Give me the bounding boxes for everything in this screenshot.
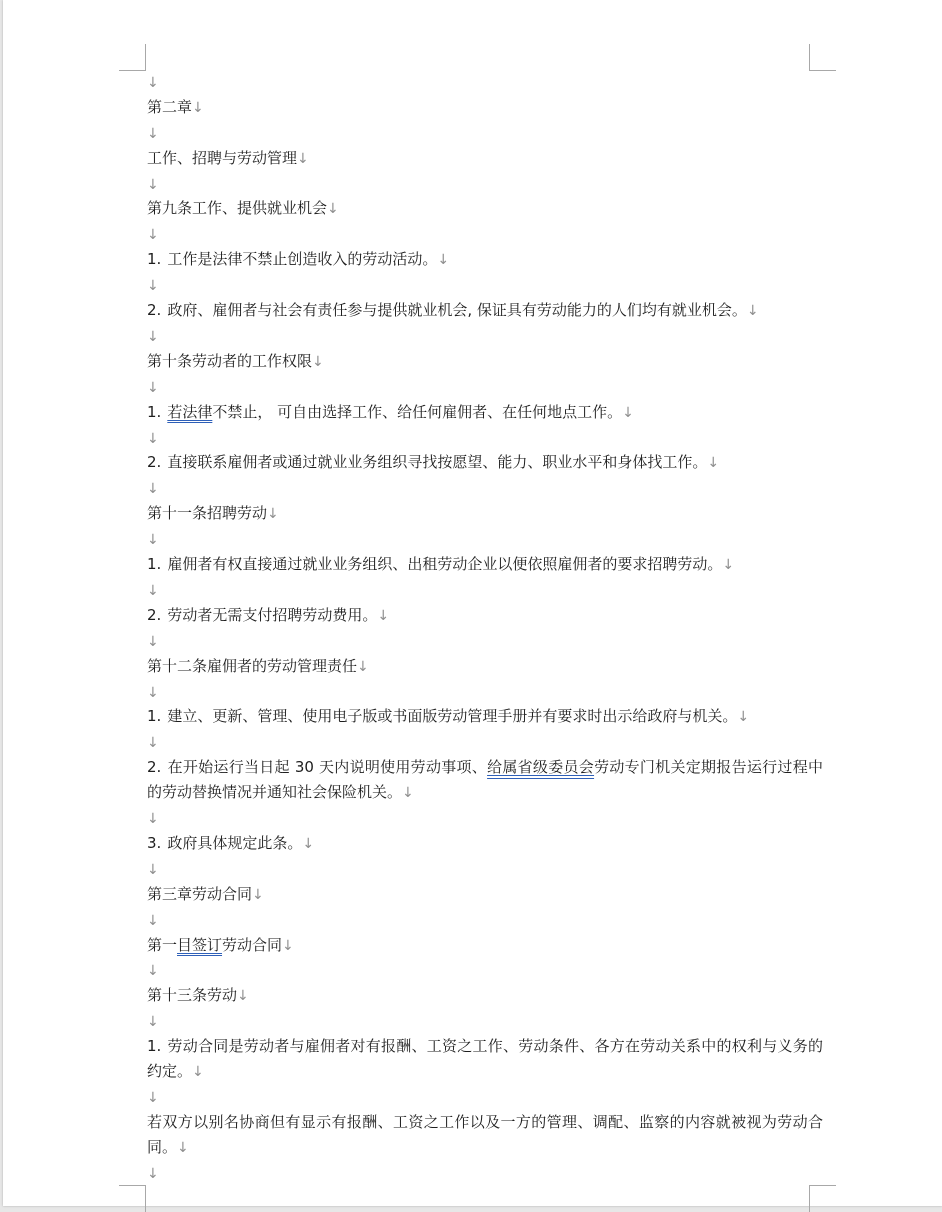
empty-paragraph[interactable] (147, 375, 823, 400)
page-corner-mark (809, 44, 836, 71)
paragraph-mark-icon: ↓ (147, 582, 159, 599)
empty-paragraph[interactable] (147, 578, 823, 603)
paragraph-mark-icon: ↓ (147, 963, 159, 980)
paragraph-mark-icon: ↓ (377, 607, 390, 624)
paragraph-mark-icon: ↓ (147, 75, 159, 91)
paragraph-mark-icon: ↓ (297, 150, 309, 167)
empty-paragraph[interactable] (147, 1009, 823, 1034)
list-item[interactable]: 1. 劳动合同是劳动者与雇佣者对有报酬、工资之工作、劳动条件、各方在劳动关系中的权利与义务的约定。↓ (147, 1037, 823, 1081)
empty-paragraph[interactable] (147, 324, 823, 349)
paragraph-mark-icon: ↓ (147, 328, 159, 345)
paragraph-mark-icon: ↓ (147, 861, 159, 878)
paragraph-mark-icon: ↓ (147, 1014, 159, 1031)
list-item[interactable]: 3. 政府具体规定此条。↓ (147, 833, 315, 852)
paragraph-mark-icon: ↓ (722, 557, 735, 574)
empty-paragraph[interactable] (147, 680, 823, 705)
list-item[interactable]: 2. 政府、雇佣者与社会有责任参与提供就业机会, 保证具有劳动能力的人们均有就业机会。↓ (147, 301, 759, 320)
paragraph-mark-icon: ↓ (147, 125, 159, 142)
grammar-underline-text[interactable]: 若法律 (167, 402, 213, 421)
empty-paragraph[interactable] (147, 172, 823, 197)
section-heading[interactable]: 第一目签订劳动合同↓ (147, 935, 294, 954)
article-heading[interactable]: 第十二条雇佣者的劳动管理责任↓ (147, 656, 369, 675)
paragraph-mark-icon: ↓ (147, 379, 159, 396)
paragraph-mark-icon: ↓ (147, 481, 159, 498)
paragraph-mark-icon: ↓ (737, 709, 750, 726)
empty-paragraph[interactable] (147, 730, 823, 755)
article-heading[interactable]: 第十条劳动者的工作权限↓ (147, 351, 324, 370)
paragraph-mark-icon: ↓ (147, 811, 159, 828)
chapter-title[interactable]: 工作、招聘与劳动管理↓ (147, 148, 309, 167)
empty-paragraph[interactable] (147, 273, 823, 298)
paragraph-mark-icon: ↓ (147, 633, 159, 650)
paragraph-mark-icon: ↓ (312, 353, 324, 370)
body-paragraph[interactable]: 若双方以别名协商但有显示有报酬、工资之工作以及一方的管理、调配、监察的内容就被视为劳动合同。↓ (147, 1112, 823, 1156)
article-heading[interactable]: 第九条工作、提供就业机会↓ (147, 199, 339, 218)
paragraph-mark-icon: ↓ (147, 1165, 159, 1182)
document-page (3, 0, 942, 1206)
paragraph-mark-icon: ↓ (147, 430, 159, 447)
paragraph-mark-icon: ↓ (622, 404, 634, 421)
paragraph-mark-icon: ↓ (237, 988, 249, 1005)
paragraph-mark-icon: ↓ (147, 532, 159, 549)
paragraph-mark-icon: ↓ (267, 506, 279, 523)
article-heading[interactable]: 第十一条招聘劳动↓ (147, 504, 279, 523)
paragraph-mark-icon: ↓ (147, 176, 159, 193)
empty-paragraph[interactable] (147, 426, 823, 451)
empty-paragraph[interactable] (147, 222, 823, 247)
paragraph-mark-icon: ↓ (252, 886, 264, 903)
paragraph-mark-icon: ↓ (177, 1139, 189, 1156)
list-item[interactable]: 1. 工作是法律不禁止创造收入的劳动活动。↓ (147, 250, 450, 269)
grammar-underline-text[interactable]: 目签订 (177, 935, 223, 954)
list-item[interactable]: 2. 直接联系雇佣者或通过就业业务组织寻找按愿望、能力、职业水平和身体找工作。↓ (147, 453, 720, 472)
paragraph-mark-icon: ↓ (147, 912, 159, 929)
paragraph-mark-icon: ↓ (147, 684, 159, 701)
paragraph-mark-icon: ↓ (147, 278, 159, 295)
chapter-heading[interactable]: 第三章劳动合同↓ (147, 884, 264, 903)
document-body[interactable] (147, 70, 823, 1186)
paragraph-mark-icon: ↓ (707, 455, 720, 472)
list-item[interactable]: 1. 雇佣者有权直接通过就业业务组织、出租劳动企业以便依照雇佣者的要求招聘劳动。↓ (147, 555, 735, 574)
paragraph-mark-icon: ↓ (437, 252, 450, 269)
empty-paragraph[interactable] (147, 629, 823, 654)
empty-paragraph[interactable] (147, 1085, 823, 1110)
grammar-underline-text[interactable]: 给属省级委员会 (487, 758, 595, 777)
list-item[interactable]: 1. 若法律不禁止， 可自由选择工作、给任何雇佣者、在任何地点工作。↓ (147, 402, 634, 421)
empty-paragraph[interactable] (147, 476, 823, 501)
paragraph-mark-icon: ↓ (402, 785, 414, 802)
empty-paragraph[interactable] (147, 958, 823, 983)
paragraph-mark-icon: ↓ (327, 201, 339, 218)
empty-paragraph[interactable] (147, 857, 823, 882)
article-heading[interactable]: 第十三条劳动↓ (147, 986, 249, 1005)
paragraph-mark-icon: ↓ (192, 1064, 204, 1081)
paragraph-mark-icon: ↓ (192, 99, 204, 116)
paragraph-mark-icon: ↓ (302, 835, 315, 852)
page-corner-mark (119, 44, 146, 71)
empty-paragraph[interactable] (147, 1161, 823, 1186)
list-item[interactable]: 2. 在开始运行当日起 30 天内说明使用劳动事项、给属省级委员会劳动专门机关定期报告运行过程中的劳动替换情况并通知社会保险机关。↓ (147, 758, 823, 802)
page-corner-mark (119, 1185, 146, 1212)
paragraph-mark-icon: ↓ (147, 735, 159, 752)
paragraph-mark-icon: ↓ (357, 658, 369, 675)
empty-paragraph[interactable] (147, 908, 823, 933)
page-corner-mark (809, 1185, 836, 1212)
paragraph-mark-icon: ↓ (282, 937, 294, 954)
empty-paragraph[interactable] (147, 806, 823, 831)
paragraph-mark-icon: ↓ (147, 1089, 159, 1106)
chapter-heading[interactable]: 第二章↓ (147, 97, 204, 116)
paragraph-mark-icon: ↓ (147, 227, 159, 244)
empty-paragraph[interactable] (147, 70, 823, 95)
empty-paragraph[interactable] (147, 121, 823, 146)
list-item[interactable]: 1. 建立、更新、管理、使用电子版或书面版劳动管理手册并有要求时出示给政府与机关。↓ (147, 707, 750, 726)
list-item[interactable]: 2. 劳动者无需支付招聘劳动费用。↓ (147, 605, 390, 624)
paragraph-mark-icon: ↓ (746, 303, 759, 320)
empty-paragraph[interactable] (147, 527, 823, 552)
